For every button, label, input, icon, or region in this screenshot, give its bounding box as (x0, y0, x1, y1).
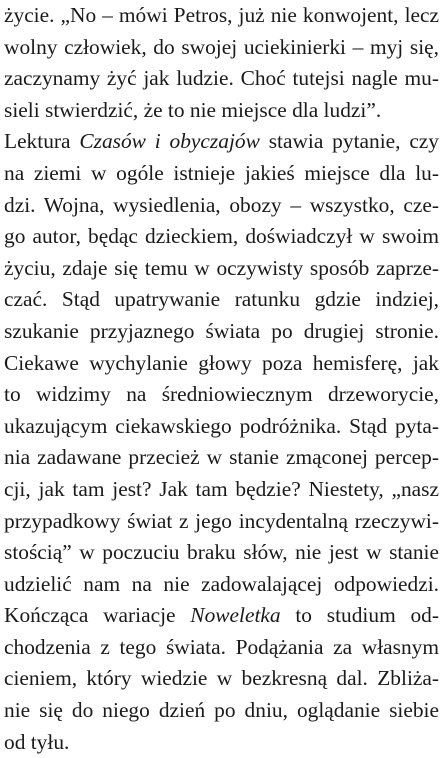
text-segment: dzi. Wojna, wysiedlenia, obozy – wszystko, cze- (4, 192, 439, 217)
text-line-22 (4, 663, 439, 695)
book-title-italic: Noweletka (190, 603, 281, 628)
text-segment: cieniem, który wiedzie w bezkresną dal. Zbliża- (4, 666, 439, 691)
text-line-11 (4, 316, 439, 348)
text-line-20 (4, 600, 439, 632)
text-segment: ukazującym ciekawskiego podróżnika. Stąd pyta- (4, 413, 439, 438)
text-segment: zaczynamy żyć jak ludzie. Choć tutejsi nagle mu- (4, 66, 439, 91)
text-segment: stością” w poczuciu braku słów, nie jest w stanie (4, 540, 439, 565)
book-title-italic: Czasów i obyczajów (79, 129, 260, 154)
text-segment: to studium od- (280, 603, 439, 628)
text-line-1 (4, 0, 439, 32)
text-line-21 (4, 632, 439, 664)
text-segment: na ziemi w ogóle istnieje jakieś miejsce dla lu- (4, 160, 439, 185)
text-segment: życiu, zdaje się temu w oczywisty sposób zaprze- (4, 255, 439, 280)
text-segment: przypadkowy świat z jego incydentalną rzeczywi- (4, 508, 439, 533)
text-line-10 (4, 284, 439, 316)
text-line-23 (4, 695, 439, 727)
text-line-15 (4, 442, 439, 474)
text-segment: cji, jak tam jest? Jak tam będzie? Niestety, „nasz (4, 476, 439, 501)
text-line-6 (4, 158, 439, 190)
text-segment: chodzenia z tego świata. Podążania za własnym (4, 634, 439, 659)
text-segment: szukanie przyjaznego świata po drugiej stronie. (4, 318, 439, 343)
text-line-2 (4, 32, 439, 64)
text-segment: czać. Stąd upatrywanie ratunku gdzie indziej, (4, 287, 439, 312)
text-line-5 (4, 126, 439, 158)
text-line-3 (4, 63, 439, 95)
text-line-7 (4, 190, 439, 222)
text-segment: od tyłu. (4, 729, 70, 754)
text-line-9 (4, 253, 439, 285)
text-line-13 (4, 379, 439, 411)
text-segment: nia zadawane przecież w stanie zmąconej percep- (4, 445, 439, 470)
text-segment: Kończąca wariacje (4, 603, 191, 628)
text-line-12 (4, 348, 439, 380)
text-segment: Lektura (4, 129, 80, 154)
text-segment: sieli stwierdzić, że to nie miejsce dla ludzi”. (4, 97, 382, 122)
text-line-24 (4, 727, 439, 758)
text-segment: nie się do niego dzień po dniu, oglądanie siebie (4, 698, 439, 723)
text-line-16 (4, 474, 439, 506)
text-line-17 (4, 506, 439, 538)
text-segment: wolny człowiek, do swojej uciekinierki – myj się, (4, 34, 439, 59)
text-line-14 (4, 411, 439, 443)
text-segment: życie. „No – mówi Petros, już nie konwojent, lecz (4, 3, 439, 27)
text-segment: Ciekawe wychylanie głowy poza hemisferę, jak (4, 350, 439, 375)
text-segment: go autor, będąc dzieckiem, doświadczył w swoim (4, 224, 439, 249)
text-segment: stawia pytanie, czy (259, 129, 440, 154)
text-line-19 (4, 569, 439, 601)
text-segment: to widzimy na średniowiecznym drzeworycie, (4, 382, 439, 407)
text-line-18 (4, 537, 439, 569)
text-segment: udzielić nam na nie zadowalającej odpowiedzi. (4, 571, 439, 596)
text-line-4 (4, 95, 439, 127)
text-line-8 (4, 221, 439, 253)
